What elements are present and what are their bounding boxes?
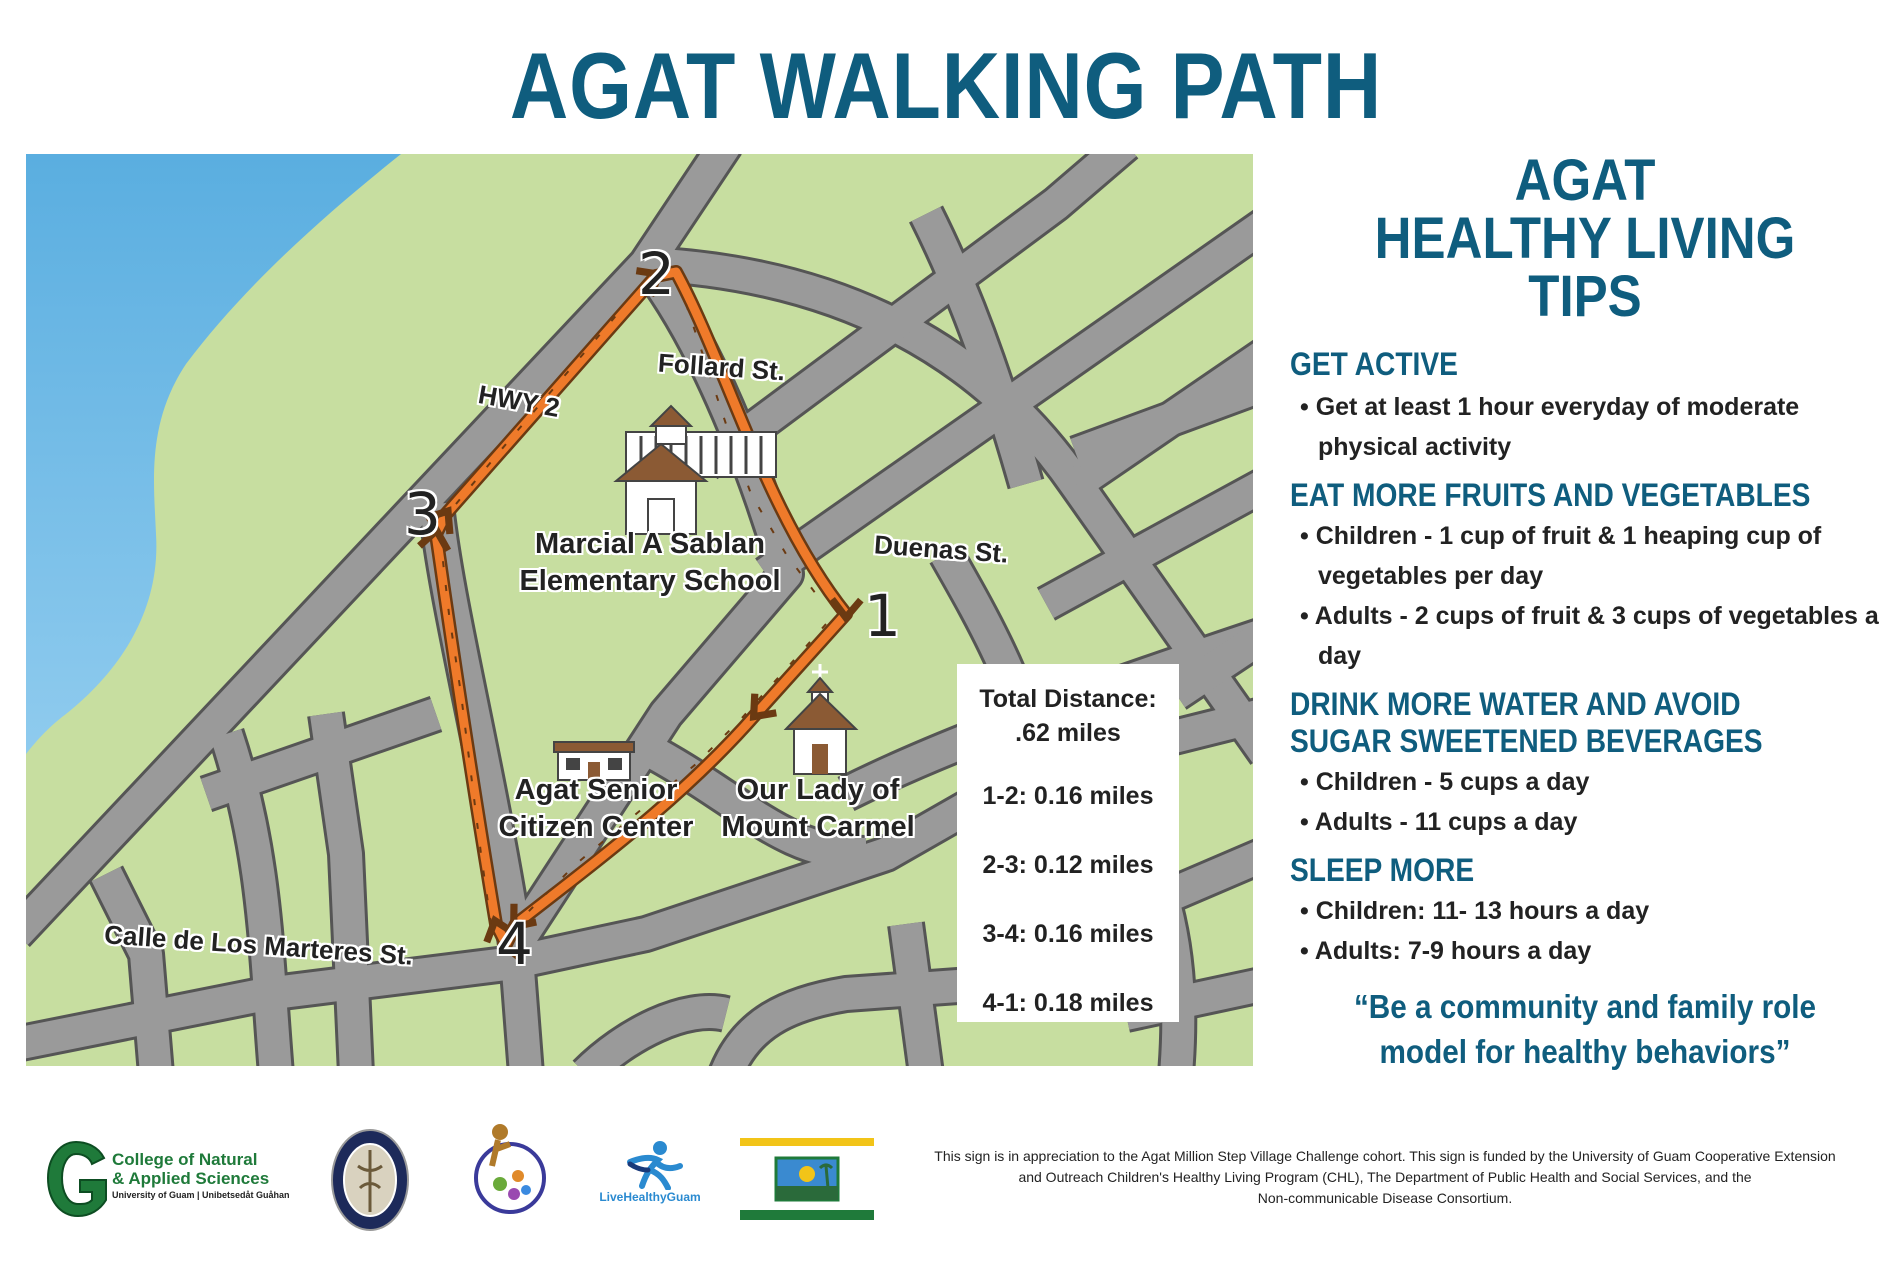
church-name-line2: Mount Carmel <box>721 811 915 843</box>
total-distance-value: .62 miles <box>1015 719 1121 747</box>
tip-item: • Adults - 11 cups a day <box>1290 802 1880 842</box>
quote-line2: model for healthy behaviors” <box>1379 1033 1791 1070</box>
place-label-school <box>500 526 800 600</box>
section-title-get-active: GET ACTIVE <box>1290 346 1458 382</box>
waypoint-2: 2 <box>638 240 675 308</box>
tip-item: • Adults: 7-9 hours a day <box>1290 931 1880 971</box>
healthy-tips-panel <box>1290 148 1880 971</box>
public-health-seal <box>330 1128 410 1232</box>
funding-note-line1: This sign is in appreciation to the Agat Million Step Village Challenge cohort. This sign is funded by the University of Guam Cooperative Extension <box>934 1148 1836 1164</box>
college-name-line1: College of Natural <box>112 1150 258 1169</box>
section-title-sleep: SLEEP MORE <box>1290 852 1475 888</box>
tip-item: • Children - 5 cups a day <box>1290 762 1880 802</box>
quote-line1: “Be a community and family role <box>1353 988 1817 1025</box>
childrens-healthy-living-logo <box>470 1118 546 1232</box>
tip-item: • Children - 1 cup of fruit & 1 heaping cup of vegetables per day <box>1290 516 1880 596</box>
section-title-water-line2: SUGAR SWEETENED BEVERAGES <box>1290 723 1763 759</box>
section-title-water-line1: DRINK MORE WATER AND AVOID <box>1290 686 1741 722</box>
street-label-duenas: Duenas St. <box>873 529 1010 569</box>
segment-distance: 2-3: 0.12 miles <box>982 851 1154 879</box>
place-label-church <box>708 772 928 846</box>
section-title-fruits-vegetables: EAT MORE FRUITS AND VEGETABLES <box>1290 477 1811 513</box>
tips-heading-line2: HEALTHY LIVING TIPS <box>1374 206 1796 329</box>
church-building <box>786 664 856 774</box>
waypoint-1: 1 <box>864 582 901 650</box>
page-title: AGAT WALKING PATH <box>509 33 1383 138</box>
runner-icon <box>590 1140 710 1190</box>
role-model-quote <box>1320 984 1851 1074</box>
segment-distance: 1-2: 0.16 miles <box>982 782 1154 810</box>
total-distance-label: Total Distance: <box>979 685 1157 713</box>
agat-village-flag <box>740 1138 874 1220</box>
ocean <box>26 154 401 754</box>
senior-name-line2: Citizen Center <box>498 811 694 843</box>
waypoint-3: 3 <box>404 480 441 548</box>
college-name-line2: & Applied Sciences <box>112 1169 270 1188</box>
funding-note-line2: and Outreach Children's Healthy Living Program (CHL), The Department of Public Health and Social Services, and the <box>1018 1169 1752 1185</box>
place-label-senior-center <box>486 772 706 846</box>
school-name-line2: Elementary School <box>519 565 781 597</box>
livehealthyguam-logo <box>590 1140 710 1212</box>
school-name-line1: Marcial A Sablan <box>535 528 765 560</box>
distance-box <box>957 664 1179 1022</box>
tip-item: • Adults - 2 cups of fruit & 3 cups of vegetables a day <box>1290 596 1880 676</box>
chl-program-icon <box>470 1118 546 1232</box>
senior-name-line1: Agat Senior <box>514 774 678 806</box>
street-label-hwy2: HWY 2 <box>476 379 562 423</box>
funding-note <box>905 1146 1865 1209</box>
waypoint-4: 4 <box>496 910 533 978</box>
street-label-calle: Calle de Los Marteres St. <box>103 919 414 971</box>
street-label-follard: Follard St. <box>657 347 787 387</box>
tip-item: • Get at least 1 hour everyday of moderate physical activity <box>1290 387 1880 467</box>
college-logo <box>46 1140 296 1220</box>
livehealthyguam-text: LiveHealthyGuam <box>599 1190 701 1204</box>
segment-distance: 4-1: 0.18 miles <box>982 989 1154 1017</box>
church-name-line1: Our Lady of <box>736 774 900 806</box>
public-health-seal-icon <box>330 1128 410 1232</box>
tips-heading-line1: AGAT <box>1514 148 1656 213</box>
college-name-line3: University of Guam | Unibetsedåt Guåhan <box>112 1190 290 1200</box>
college-g-icon <box>46 1140 110 1218</box>
agat-flag-icon <box>740 1138 874 1220</box>
segment-distance: 3-4: 0.16 miles <box>982 920 1154 948</box>
tip-item: • Children: 11- 13 hours a day <box>1290 891 1880 931</box>
funding-note-line3: Non-communicable Disease Consortium. <box>1257 1190 1513 1206</box>
